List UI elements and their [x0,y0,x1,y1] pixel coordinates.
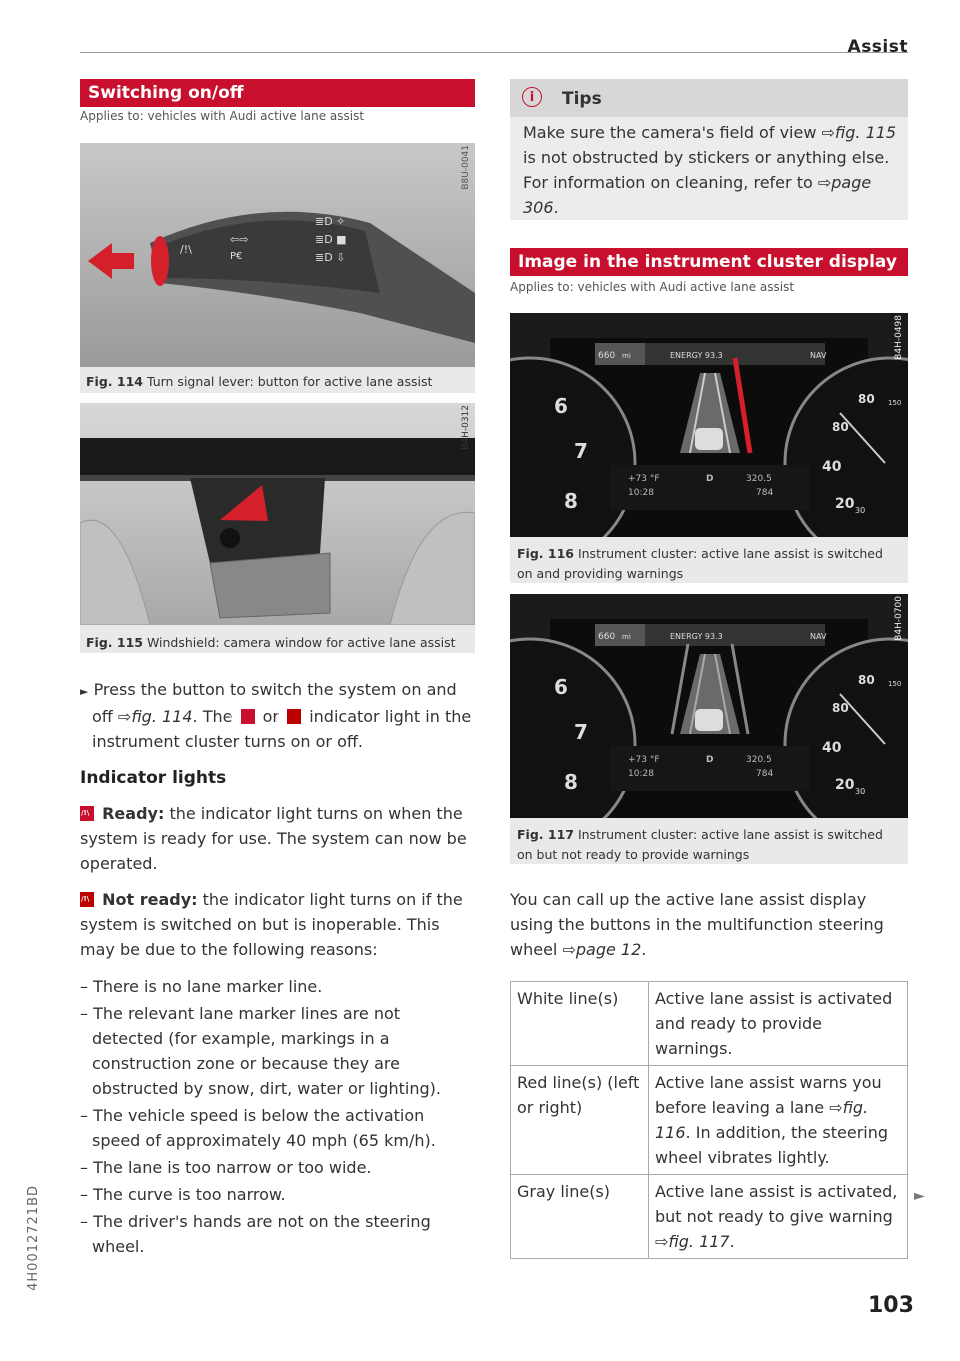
figure-114 [80,143,475,393]
tips-title: Tips [562,89,602,109]
figure-117 [510,594,908,864]
rpm-6: 6 [554,394,568,418]
arrow-ref-icon: ⇨ [117,707,132,726]
figure-114-number: Fig. 114 [86,374,143,389]
rpm-7: 7 [574,720,588,744]
table-cell-desc: Active lane assist warns you before leaving a lane ⇨fig. 116. In addition, the steering wheel vibrates lightly. [649,1066,908,1175]
speed-80b: 80 [832,420,849,434]
lane-assist-notready-indicator-icon [287,709,301,724]
figure-116-text: Instrument cluster: active lane assist is switched on and providing warnings [517,546,883,581]
cluster-range-unit: mi [622,633,631,641]
document-code: 4H0012721BD [26,1185,41,1291]
rpm-8: 8 [564,489,578,513]
svg-text:≣D ⇩: ≣D ⇩ [315,251,346,264]
table-cell-desc: Active lane assist is activated, but not ready to give warning ⇨fig. 117. [649,1175,908,1259]
figure-117-number: Fig. 117 [517,827,574,842]
notready-paragraph [80,887,475,962]
instrument-cluster-116 [510,313,908,537]
notready-text: the indicator light turns on if the system is switched on but is inoperable. This may be due to the following reasons: [80,890,463,959]
cluster-time: 10:28 [628,769,654,779]
speed-40: 40 [822,459,842,475]
cluster-temp: +73 °F [628,474,660,484]
table-ref-fig116[interactable]: fig. 116 [655,1098,869,1142]
svg-text:P€: P€ [230,251,243,262]
page-number: 103 [868,1293,914,1318]
switching-applies: Applies to: vehicles with Audi active lane assist [80,109,365,123]
figure-115 [80,403,475,653]
cluster-temp: +73 °F [628,755,660,765]
arrow-ref-icon: ⇨ [817,173,832,192]
image-title: Image in the instrument cluster display [510,248,908,276]
call-paragraph: You can call up the active lane assist display using the buttons in the multifunction steering wheel ⇨page 12. [510,890,884,959]
figure-114-code: B8U-0041 [461,145,471,190]
info-icon: i [522,87,542,107]
speed-20: 20 [835,496,855,512]
speed-20: 20 [835,777,855,793]
table-row [511,1066,908,1175]
bullet-arrow-icon: ► [80,685,89,698]
figure-115-code: B4H-0312 [461,405,471,450]
list-item: – There is no lane marker line. [80,977,323,996]
figure-114-text: Turn signal lever: button for active lane assist [146,374,433,389]
press-or: or [262,707,280,726]
lane-lines-table [510,981,908,1259]
cluster-gear: D [706,474,714,484]
figure-116 [510,313,908,583]
section-title: Assist [847,37,908,57]
cluster-energy: ENERGY 93.3 [670,351,723,360]
cluster-gear: D [706,755,714,765]
cluster-odo2: 784 [756,488,774,498]
speed-80a: 80 [858,392,875,406]
table-cell-desc: Active lane assist is activated and ready to provide warnings. [649,982,908,1066]
figure-117-caption [517,825,902,865]
table-row [511,1175,908,1259]
list-item: – The relevant lane marker lines are not detected (for example, markings in a construction zone or because they are obstructed by snow, dirt, water or lighting). [80,1004,441,1098]
image-applies: Applies to: vehicles with Audi active lane assist [510,280,795,294]
cluster-nav: NAV [810,351,827,360]
cluster-range: 660 [598,351,616,361]
figure-116-code: B4H-0498 [894,315,904,360]
table-cell-line: Red line(s) (left or right) [511,1066,649,1175]
rpm-8: 8 [564,770,578,794]
list-item: – The lane is too narrow or too wide. [80,1158,372,1177]
figure-117-code: B4H-0700 [894,596,904,641]
tips-ref-page[interactable]: page 306 [523,173,872,217]
tips-header [510,79,908,117]
speed-80a: 80 [858,673,875,687]
ready-label: Ready: [102,804,165,823]
list-item: – The driver's hands are not on the steering wheel. [80,1212,431,1256]
figure-115-number: Fig. 115 [86,635,143,650]
table-row [511,982,908,1066]
reasons-list [80,974,475,1259]
speed-150: 150 [888,399,902,407]
cluster-range: 660 [598,632,616,642]
switching-title: Switching on/off [80,79,475,107]
speed-30: 30 [855,506,866,515]
continue-arrow-icon: ► [914,1188,925,1204]
call-ref-page[interactable]: page 12 [575,940,642,959]
ready-text: the indicator light turns on when the system is ready for use. The system can now be operated. [80,804,467,873]
speed-40: 40 [822,740,842,756]
tips-ref-fig[interactable]: fig. 115 [834,123,897,142]
speed-150: 150 [888,680,902,688]
windshield-camera-illustration [80,403,475,625]
svg-text:≣D ■: ≣D ■ [315,233,347,246]
arrow-ref-icon: ⇨ [829,1098,843,1117]
cluster-odo1: 320.5 [746,474,772,484]
ready-paragraph [80,801,475,876]
cluster-nav: NAV [810,632,827,641]
list-item: – The vehicle speed is below the activation speed of approximately 40 mph (65 km/h). [80,1106,436,1150]
lane-assist-ready-indicator-icon [80,806,94,821]
cluster-odo1: 320.5 [746,755,772,765]
cluster-odo2: 784 [756,769,774,779]
figure-116-number: Fig. 116 [517,546,574,561]
arrow-ref-icon: ⇨ [562,940,576,959]
list-item: – The curve is too narrow. [80,1185,286,1204]
svg-text:≣D ✧: ≣D ✧ [315,215,346,228]
svg-text:⇦⇨: ⇦⇨ [230,233,249,246]
figure-115-caption [86,635,456,650]
speed-80b: 80 [832,701,849,715]
tips-box [510,79,908,220]
speed-30: 30 [855,787,866,796]
figure-117-text: Instrument cluster: active lane assist is switched on but not ready to provide warnings [517,827,883,862]
lane-assist-ready-indicator-icon [241,709,255,724]
svg-text:/!\: /!\ [180,243,192,256]
press-paragraph [80,677,475,754]
table-ref-fig117[interactable]: fig. 117 [668,1232,730,1251]
figure-114-caption [86,374,432,389]
cluster-energy: ENERGY 93.3 [670,632,723,641]
indicator-lights-heading: Indicator lights [80,768,227,788]
figure-116-caption [517,544,902,584]
press-text-a: Press the button to switch the system on and off [92,680,457,726]
table-cell-line: Gray line(s) [511,1175,649,1259]
turn-signal-lever-illustration [80,143,475,367]
cluster-time: 10:28 [628,488,654,498]
notready-label: Not ready: [102,890,198,909]
arrow-ref-icon: ⇨ [821,123,835,142]
rpm-6: 6 [554,675,568,699]
press-text-b: . The [192,707,233,726]
cluster-range-unit: mi [622,352,631,360]
instrument-cluster-117 [510,594,908,818]
arrow-ref-icon: ⇨ [655,1232,669,1251]
table-cell-line: White line(s) [511,982,649,1066]
lane-assist-notready-indicator-icon [80,892,94,907]
tips-text: Make sure the camera's field of view ⇨fig. 115 is not obstructed by stickers or anything else. For information on cleaning, refer to ⇨page 306. [523,123,897,217]
press-ref-link[interactable]: fig. 114 [131,707,193,726]
rpm-7: 7 [574,439,588,463]
press-text-c: indicator light in the instrument cluster turns on or off. [92,707,472,751]
figure-115-text: Windshield: camera window for active lane assist [146,635,456,650]
